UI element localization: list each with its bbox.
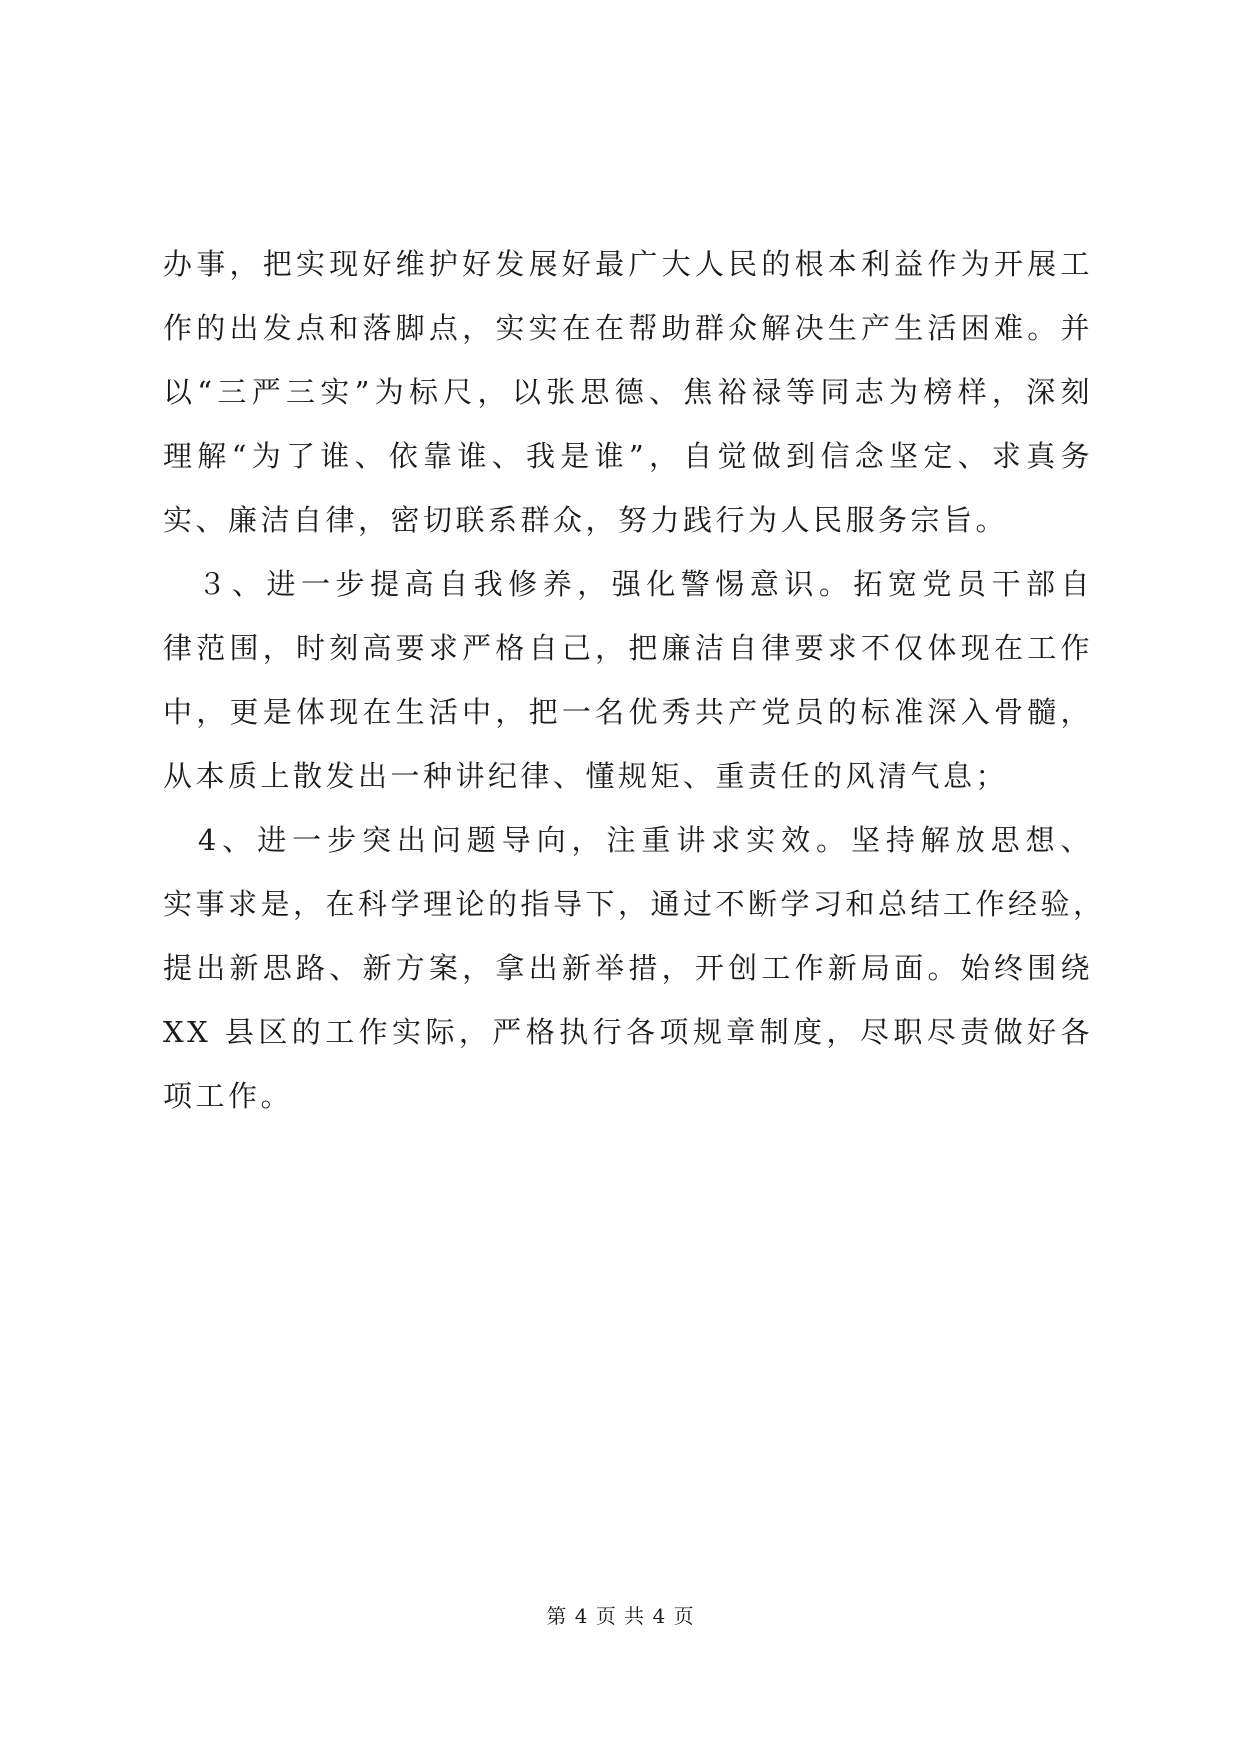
text-line: 提出新思路、新方案，拿出新举措，开创工作新局面。始终围绕 xyxy=(163,951,1093,985)
text-line: XX 县区的工作实际，严格执行各项规章制度，尽职尽责做好各 xyxy=(163,1015,1093,1049)
text-line: 作的出发点和落脚点，实实在在帮助群众解决生产生活困难。并 xyxy=(163,311,1093,345)
text-line: 中，更是体现在生活中，把一名优秀共产党员的标准深入骨髓， xyxy=(163,695,1093,729)
page-footer: 第 4 页 共 4 页 xyxy=(546,1604,695,1628)
text-line: 办事，把实现好维护好发展好最广大人民的根本利益作为开展工 xyxy=(163,247,1093,281)
text-line: 实、廉洁自律，密切联系群众，努力践行为人民服务宗旨。 xyxy=(163,503,1009,537)
text-line: 以“三严三实”为标尺，以张思德、焦裕禄等同志为榜样，深刻 xyxy=(163,375,1093,409)
text-line: 实事求是，在科学理论的指导下，通过不断学习和总结工作经验， xyxy=(163,887,1106,921)
body-text xyxy=(163,232,1106,1128)
text-line: 4、进一步突出问题导向，注重讲求实效。坚持解放思想、 xyxy=(163,823,1093,857)
text-line: 律范围，时刻高要求严格自己，把廉洁自律要求不仅体现在工作 xyxy=(163,631,1093,665)
text-line: 理解“为了谁、依靠谁、我是谁”，自觉做到信念坚定、求真务 xyxy=(163,439,1093,473)
text-line: 项工作。 xyxy=(163,1079,294,1113)
text-line: ３、进一步提高自我修养，强化警惕意识。拓宽党员干部自 xyxy=(163,567,1093,601)
text-line: 从本质上散发出一种讲纪律、懂规矩、重责任的风清气息； xyxy=(163,759,1009,793)
